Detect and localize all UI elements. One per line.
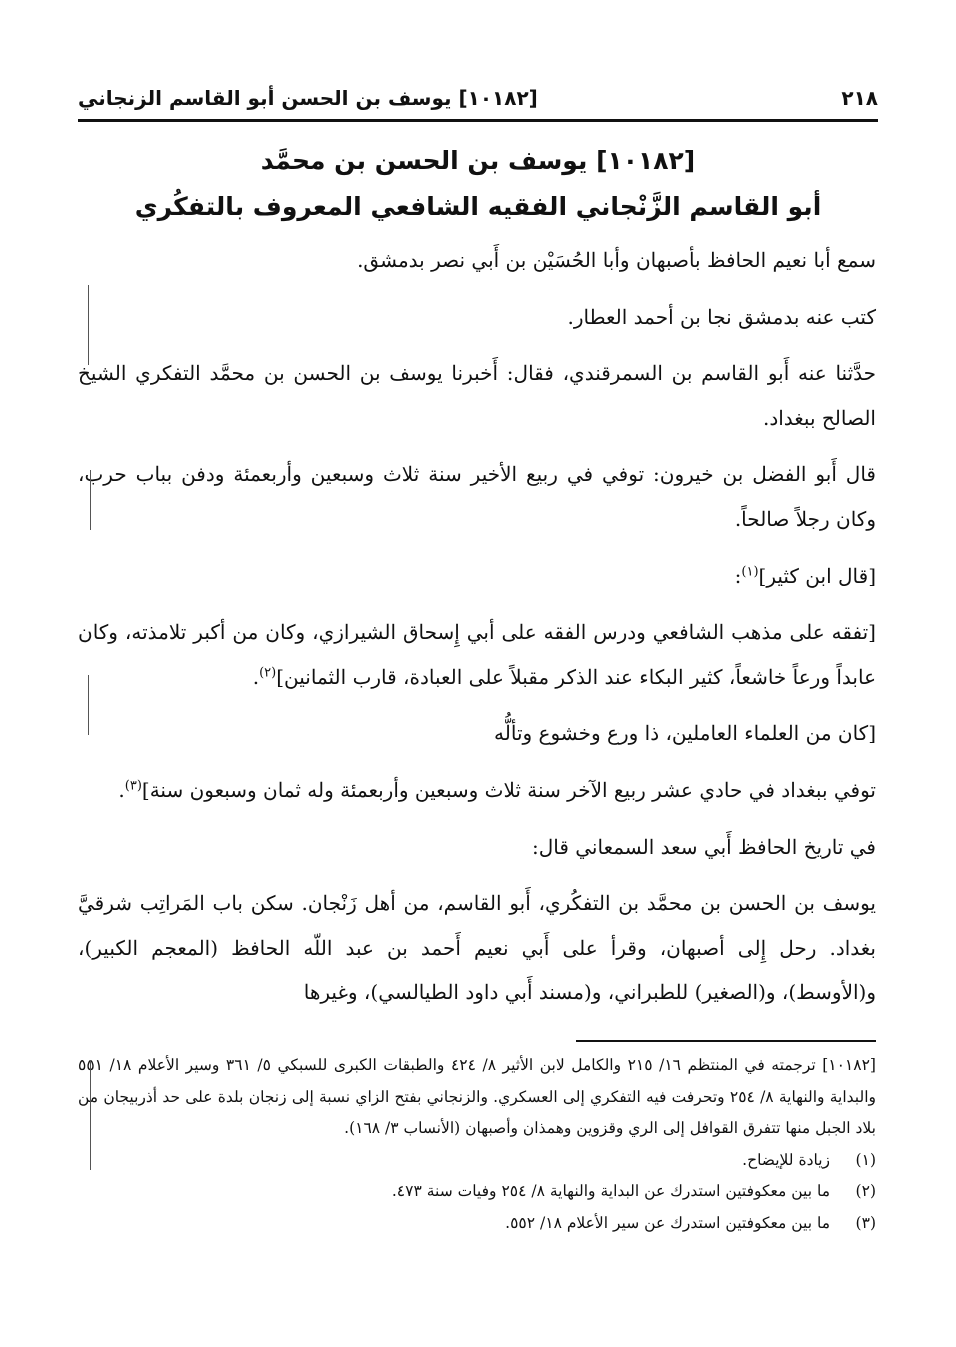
page-header xyxy=(78,82,878,116)
punctuation: . xyxy=(118,777,125,802)
scan-edge-mark xyxy=(88,285,89,365)
paragraph xyxy=(78,610,876,699)
scan-edge-mark xyxy=(90,470,91,530)
paragraph xyxy=(78,554,876,599)
footnote-text: زيادة للإيضاح. xyxy=(742,1150,830,1169)
paragraph: في تاريخ الحافظ أَبي سعد السمعاني قال: xyxy=(531,834,876,859)
footnote-3 xyxy=(78,1208,876,1240)
footnote-2 xyxy=(78,1176,876,1208)
paragraph: [كان من العلماء العاملين، ذا ورع وخشوع وتألُّه xyxy=(494,721,876,746)
footnotes xyxy=(78,1050,876,1239)
footnote-text: ما بين معكوفتين استدرك عن سير الأعلام ١٨/ ٥٥٢. xyxy=(505,1213,830,1232)
footnote-ref: (٢) xyxy=(259,665,277,681)
paragraph: قال أَبو الفضل بن خيرون: توفي في ربيع الأخير سنة ثلاث وسبعين وأربعمئة ودفن بباب حرب، وكان رجلاً صالحاً. xyxy=(78,462,876,531)
footnote-1 xyxy=(78,1145,876,1177)
scan-edge-mark xyxy=(88,675,89,735)
header-rule xyxy=(78,119,878,122)
scan-edge-mark xyxy=(90,1060,91,1170)
footnote-number: (١) xyxy=(855,1150,876,1169)
footnote-ref: (٣) xyxy=(124,778,142,794)
footnote-ref: (١) xyxy=(741,563,759,579)
running-title: [١٠١٨٢] يوسف بن الحسن أبو القاسم الزنجاني xyxy=(78,86,538,110)
page-number: ٢١٨ xyxy=(841,86,878,110)
punctuation: . xyxy=(252,664,260,689)
quote-text: [قال ابن كثير] xyxy=(758,563,876,588)
paragraph: حدَّثنا عنه أَبو القاسم بن السمرقندي، فقال: أَخبرنا يوسف بن الحسن بن محمَّد التفكري الشيخ الصالح ببغداد. xyxy=(78,361,876,430)
quote-text: [تفقه على مذهب الشافعي ودرس الفقه على أبي إِسحاق الشيرازي، وكان من أكبر تلامذته، وكان عابداً ورعاً خاشعاً، كثير البكاء عند الذكر مقبلاً على العبادة، قارب الثمانين] xyxy=(78,620,876,689)
paragraph: يوسف بن الحسن بن محمَّد بن التفكُري، أَبو القاسم، من أهل زَنْجان. سكن باب المَراتِب شرقيَّ بغداد. رحل إِلى أصبهان، وقرأ على أَبي نعيم أَحمد بن عبد اللّه الحافظ (المعجم الكبير)، و(الأوسط)، و(الصغير) للطبراني، و(مسند أَبي داود الطيالسي)، وغيرها xyxy=(78,891,876,1005)
footnote-number: (٣) xyxy=(855,1213,876,1232)
footnote-number: (٢) xyxy=(855,1182,876,1200)
footnote-main: [١٠١٨٢] ترجمته في المنتظم ١٦/ ٢١٥ والكامل لابن الأثير ٨/ ٤٢٤ والطبقات الكبرى للسبكي ٥/ ٣٦١ وسير الأعلام ١٨/ ٥٥١ والبداية والنهاية ٨/ ٢٥٤ وتحرفت فيه التفكري إلى العسكري. والزنجاني بفتح الزاي نسبة إلى زنجان بلدة على حد أذربيجان من بلاد الجبل منها تتفرق القوافل إلى الري وقزوين وهمذان وأصبهان (الأنساب ٣/ ١٦٨). xyxy=(78,1056,876,1137)
paragraph xyxy=(78,768,876,813)
body-text xyxy=(78,238,876,1027)
entry-subtitle: أبو القاسم الزَّنْجاني الفقيه الشافعي المعروف بالتفكُري xyxy=(134,192,822,221)
footnote-text: ما بين معكوفتين استدرك عن البداية والنهاية ٨/ ٢٥٤ وفيات سنة ٤٧٣. xyxy=(391,1182,830,1200)
paragraph: سمع أبا نعيم الحافظ بأصبهان وأبا الحُسَيْن بن أَبي نصر بدمشق. xyxy=(357,248,876,272)
entry-title: [١٠١٨٢] يوسف بن الحسن بن محمَّد xyxy=(260,146,696,175)
punctuation: : xyxy=(734,563,742,588)
footnote-rule xyxy=(576,1040,876,1042)
paragraph: كتب عنه بدمشق نجا بن أحمد العطار. xyxy=(567,304,876,329)
quote-text: توفي ببغداد في حادي عشر ربيع الآخر سنة ثلاث وسبعين وأربعمئة وله ثمان وسبعون سنة] xyxy=(141,777,876,802)
